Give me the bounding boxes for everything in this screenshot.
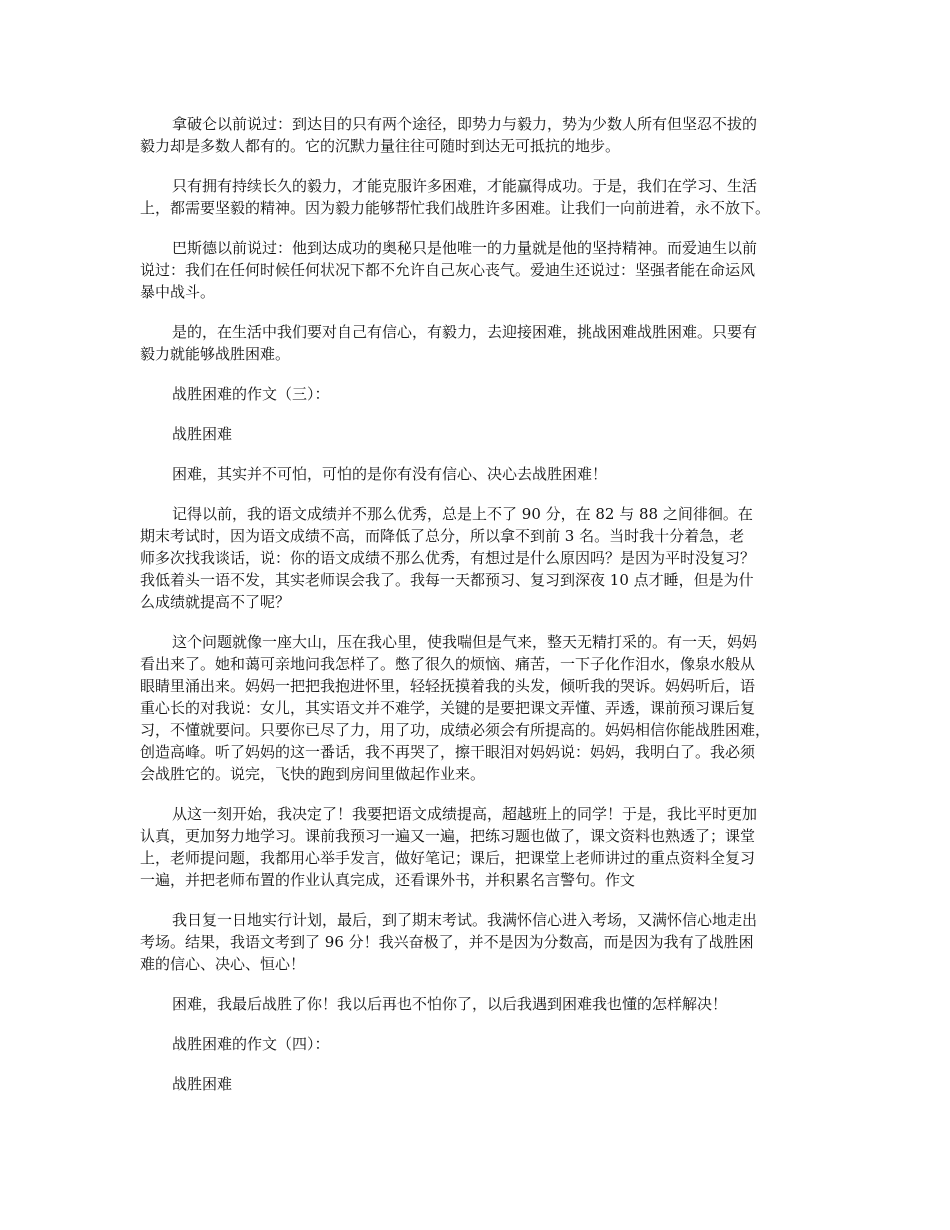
text-line: 毅力就能够战胜困难。 bbox=[140, 345, 291, 363]
text-line: 么成绩就提高不了呢？ bbox=[140, 593, 291, 611]
text-line: 难的信心、决心、恒心！ bbox=[140, 955, 306, 973]
heading-line: 战胜困难的作文（四）： bbox=[172, 1035, 330, 1053]
paragraph-difficulty bbox=[140, 463, 820, 485]
text-line: 毅力却是多数人都有的。它的沉默力量往往可随时到达无可抵抗的地步。 bbox=[140, 137, 621, 155]
text-line: 一遍，并把老师布置的作业认真完成，还看课外书，并积累名言警句。作文 bbox=[140, 871, 636, 889]
text-line: 眼睛里涌出来。妈妈一把把我抱进怀里，轻轻抚摸着我的头发，倾听我的哭诉。妈妈听后，语 bbox=[140, 677, 756, 695]
paragraph-decision bbox=[140, 803, 820, 891]
text-line: 困难，我最后战胜了你！我以后再也不怕你了，以后我遇到困难我也懂的怎样解决！ bbox=[172, 995, 728, 1013]
section-heading-four bbox=[140, 1033, 820, 1055]
text-line: 只有拥有持续长久的毅力，才能克服许多困难，才能赢得成功。于是，我们在学习、生活 bbox=[172, 177, 758, 195]
title-line: 战胜困难 bbox=[172, 1075, 233, 1093]
text-line: 我低着头一语不发，其实老师误会我了。我每一天都预习、复习到深夜 10 点才睡，但是为什 bbox=[140, 571, 754, 589]
text-line: 暴中战斗。 bbox=[140, 283, 216, 301]
text-line: 习，不懂就要问。只要你已尽了力，用了功，成绩必须会有所提高的。妈妈相信你能战胜困难， bbox=[140, 721, 771, 739]
text-line: 困难，其实并不可怕，可怕的是你有没有信心、决心去战胜困难！ bbox=[172, 465, 608, 483]
paragraph-exam bbox=[140, 909, 820, 975]
text-line: 上，老师提问题，我都用心举手发言，做好笔记；课后，把课堂上老师讲过的重点资料全复习 bbox=[140, 849, 756, 867]
text-line: 师多次找我谈话，说：你的语文成绩不那么优秀，有想过是什么原因吗？是因为平时没复习？ bbox=[140, 549, 756, 567]
text-line: 从这一刻开始，我决定了！我要把语文成绩提高，超越班上的同学！于是，我比平时更加 bbox=[172, 805, 758, 823]
paragraph-pasteur-edison bbox=[140, 237, 820, 303]
text-line: 创造高峰。听了妈妈的这一番话，我不再哭了，擦干眼泪对妈妈说：妈妈，我明白了。我必须 bbox=[140, 743, 756, 761]
text-line: 上，都需要坚毅的精神。因为毅力能够帮忙我们战胜许多困难。让我们一向前进着，永不放下。 bbox=[140, 199, 771, 217]
text-line: 我日复一日地实行计划，最后，到了期末考试。我满怀信心进入考场，又满怀信心地走出 bbox=[172, 911, 758, 929]
essay-title-four bbox=[140, 1073, 820, 1095]
text-line: 巴斯德以前说过：他到达成功的奥秘只是他唯一的力量就是他的坚持精神。而爱迪生以前 bbox=[172, 239, 758, 257]
title-line: 战胜困难 bbox=[172, 425, 233, 443]
document-body bbox=[140, 113, 820, 1113]
heading-line: 战胜困难的作文（三）： bbox=[172, 385, 330, 403]
text-line: 期末考试时，因为语文成绩不高，而降低了总分，所以拿不到前 3 名。当时我十分着急，老 bbox=[140, 527, 745, 545]
text-line: 会战胜它的。说完，飞快的跑到房间里做起作业来。 bbox=[140, 765, 486, 783]
text-line: 重心长的对我说：女儿，其实语文并不难学，关键的是要把课文弄懂、弄透，课前预习课后复 bbox=[140, 699, 756, 717]
section-heading-three bbox=[140, 383, 820, 405]
text-line: 说过：我们在任何时候任何状况下都不允许自己灰心丧气。爱迪生还说过：坚强者能在命运风 bbox=[140, 261, 756, 279]
text-line: 拿破仑以前说过：到达目的只有两个途径，即势力与毅力，势为少数人所有但坚忍不拔的 bbox=[172, 115, 758, 133]
paragraph-napoleon bbox=[140, 113, 820, 157]
paragraph-conclusion bbox=[140, 993, 820, 1015]
paragraph-memory bbox=[140, 503, 820, 613]
paragraph-confidence bbox=[140, 321, 820, 365]
text-line: 认真，更加努力地学习。课前我预习一遍又一遍，把练习题也做了，课文资料也熟透了；课堂 bbox=[140, 827, 756, 845]
essay-title-three bbox=[140, 423, 820, 445]
text-line: 记得以前，我的语文成绩并不那么优秀，总是上不了 90 分，在 82 与 88 之间徘徊。在 bbox=[172, 505, 753, 523]
paragraph-mother bbox=[140, 631, 820, 785]
text-line: 看出来了。她和蔼可亲地问我怎样了。憋了很久的烦恼、痛苦，一下子化作泪水，像泉水般从 bbox=[140, 655, 756, 673]
paragraph-perseverance bbox=[140, 175, 820, 219]
text-line: 考场。结果，我语文考到了 96 分！我兴奋极了，并不是因为分数高，而是因为我有了战胜困 bbox=[140, 933, 754, 951]
text-line: 是的，在生活中我们要对自己有信心，有毅力，去迎接困难，挑战困难战胜困难。只要有 bbox=[172, 323, 758, 341]
text-line: 这个问题就像一座大山，压在我心里，使我喘但是气来，整天无精打采的。有一天，妈妈 bbox=[172, 633, 758, 651]
